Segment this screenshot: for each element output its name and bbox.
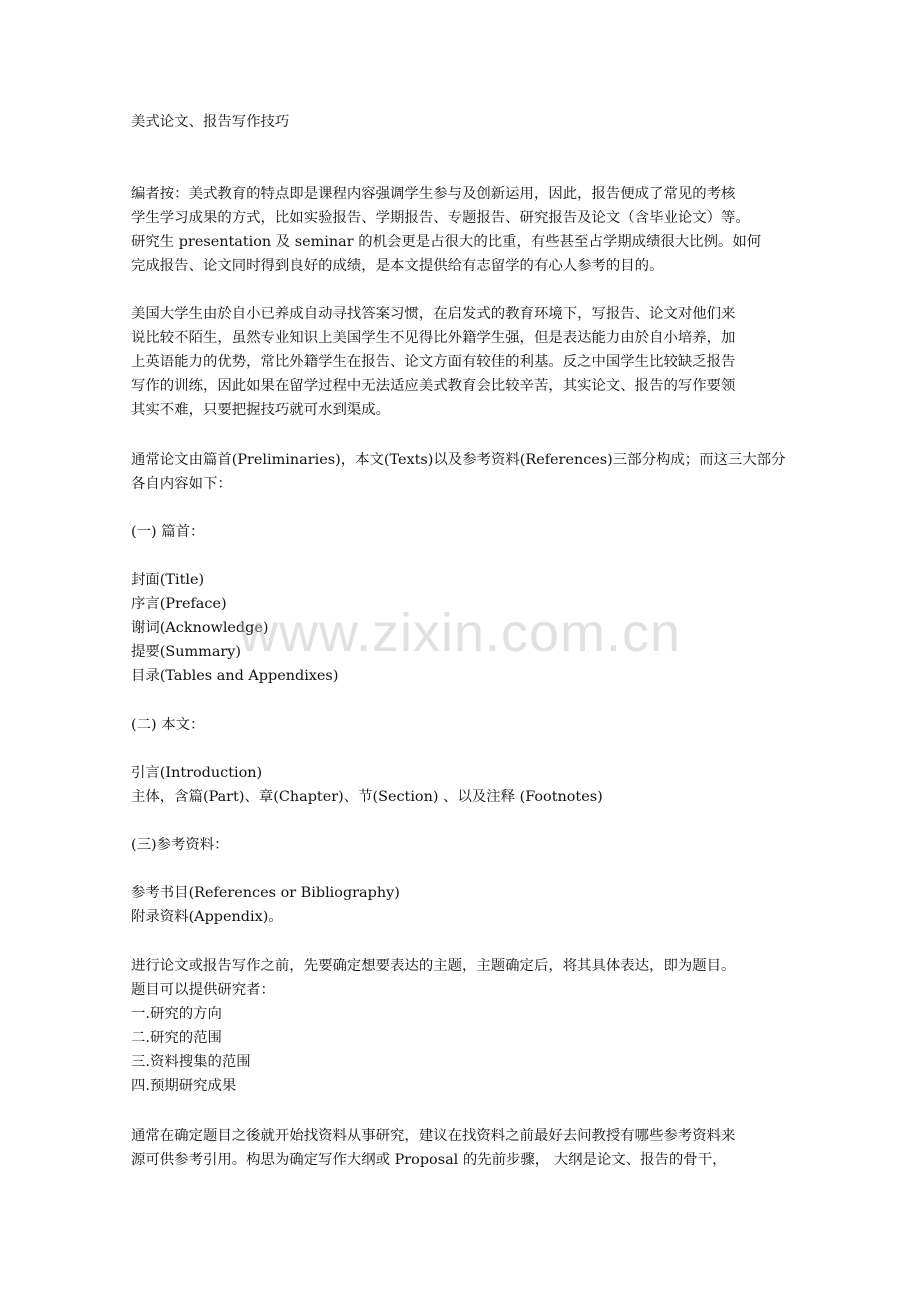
section-heading: (三)参考资料：	[131, 837, 229, 853]
watermark: www.zixin.com.cn	[238, 603, 682, 663]
paragraph-line: 完成报告、论文同时得到良好的成绩，是本文提供给有志留学的有心人参考的目的。	[131, 258, 664, 274]
paragraph-line: 学生学习成果的方式，比如实验报告、学期报告、专题报告、研究报告及论文（含毕业论文）等。	[131, 210, 750, 226]
list-item: 三.资料搜集的范围	[131, 1054, 251, 1070]
section-heading: (一) 篇首：	[131, 524, 205, 540]
paragraph-line: 各自内容如下：	[131, 476, 232, 492]
list-item: 主体，含篇(Part)、章(Chapter)、节(Section) 、以及注释 (Footnotes)	[131, 789, 603, 805]
list-item: 四.预期研究成果	[131, 1078, 237, 1094]
list-item: 提要(Summary)	[131, 644, 242, 660]
paragraph-line: 源可供参考引用。构思为确定写作大纲或 Proposal 的先前步骤， 大纲是论文、报告的骨干，	[131, 1152, 727, 1168]
list-item: 目录(Tables and Appendixes)	[131, 668, 339, 684]
paragraph-line: 其实不难，只要把握技巧就可水到渠成。	[131, 402, 391, 418]
document-title: 美式论文、报告写作技巧	[131, 114, 290, 130]
list-item: 二.研究的范围	[131, 1030, 222, 1046]
list-item: 一.研究的方向	[131, 1006, 222, 1022]
paragraph-line: 题目可以提供研究者：	[131, 982, 275, 998]
list-item: 参考书目(References or Bibliography)	[131, 885, 400, 901]
list-item: 封面(Title)	[131, 572, 205, 588]
paragraph-line: 通常在确定题目之後就开始找资料从事研究，建议在找资料之前最好去问教授有哪些参考资料来	[131, 1128, 736, 1144]
paragraph-line: 美国大学生由於自小已养成自动寻找答案习惯，在启发式的教育环境下，写报告、论文对他们来	[131, 306, 736, 322]
list-item: 引言(Introduction)	[131, 765, 263, 781]
list-item: 序言(Preface)	[131, 596, 227, 612]
paragraph-line: 编者按：美式教育的特点即是课程内容强调学生参与及创新运用，因此，报告便成了常见的考核	[131, 186, 736, 202]
section-heading: (二) 本文：	[131, 717, 205, 733]
paragraph-line: 通常论文由篇首(Preliminaries)，本文(Texts)以及参考资料(References)三部分构成；而这三大部分	[131, 452, 786, 468]
paragraph-line: 上英语能力的优势，常比外籍学生在报告、论文方面有较佳的利基。反之中国学生比较缺乏报告	[131, 354, 736, 370]
paragraph-line: 研究生 presentation 及 seminar 的机会更是占很大的比重，有些甚至占学期成绩很大比例。如何	[131, 234, 762, 250]
list-item: 谢词(Acknowledge)	[131, 620, 269, 636]
paragraph-line: 说比较不陌生，虽然专业知识上美国学生不见得比外籍学生强，但是表达能力由於自小培养，加	[131, 330, 736, 346]
list-item: 附录资料(Appendix)。	[131, 909, 283, 925]
paragraph-line: 进行论文或报告写作之前，先要确定想要表达的主题，主题确定后，将其具体表达，即为题目。	[131, 958, 736, 974]
paragraph-line: 写作的训练，因此如果在留学过程中无法适应美式教育会比较辛苦，其实论文、报告的写作要领	[131, 378, 736, 394]
